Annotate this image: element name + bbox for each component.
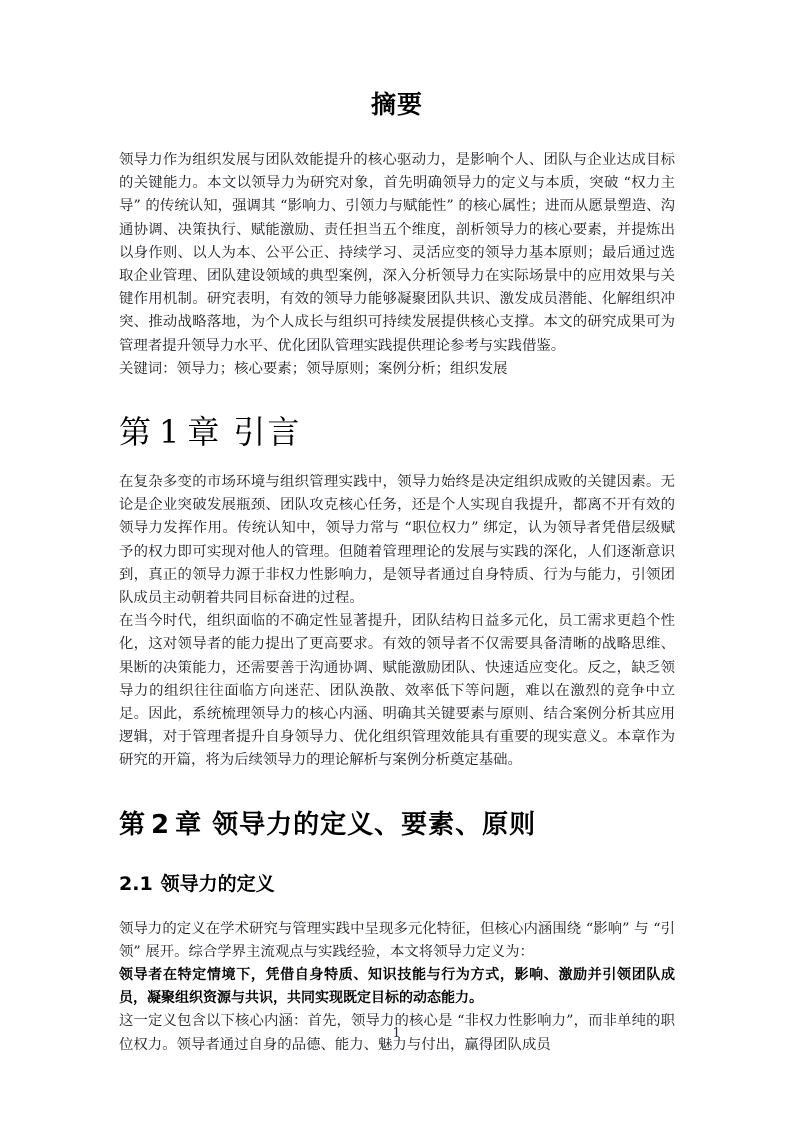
abstract-paragraph: 领导力作为组织发展与团队效能提升的核心驱动力，是影响个人、团队与企业达成目标的关键能力。本文以领导力为研究对象，首先明确领导力的定义与本质，突破 “权力主导” 的传统认知，强调其 “影响力、引领力与赋能性” 的核心属性；进而从愿景塑造、沟通协调、决策执行、赋能激励、责任担当五个维度，剖析领导力的核心要素，并提炼出以身作则、以人为本、公平公正、持续学习、灵活应变的领导力基本原则；最后通过选取企业管理、团队建设领域的典型案例，深入分析领导力在实际场景中的应用效果与关键作用机制。研究表明，有效的领导力能够凝聚团队共识、激发成员潜能、化解组织冲突、推动战略落地，为个人成长与组织可持续发展提供核心支撑。本文的研究成果可为管理者提升领导力水平、优化团队管理实践提供理论参考与实践借鉴。: [119, 152, 675, 354]
chapter-2-title: 领导力的定义、要素、原则: [212, 809, 537, 840]
chapter-1-title: 引言: [233, 413, 302, 452]
abstract-title: 摘要: [370, 90, 423, 119]
section-2-1-number: 2.1: [119, 872, 153, 895]
abstract-keywords: 关键词：领导力；核心要素；领导原则；案例分析；组织发展: [119, 360, 508, 377]
leadership-definition-text: 领导者在特定情境下，凭借自身特质、知识技能与行为方式，影响、激励并引领团队成员，凝聚组织资源与共识，共同实现既定目标的动态能力。: [119, 967, 675, 1007]
section-2-1-paragraph-1: 领导力的定义在学术研究与管理实践中呈现多元化特征，但核心内涵围绕 “影响” 与 “引领” 展开。综合学界主流观点与实践经验，本文将领导力定义为：: [119, 920, 675, 960]
chapter-2-number: 2: [151, 809, 171, 840]
chapter-2-unit: 章: [175, 809, 203, 840]
chapter-1-unit: 章: [187, 413, 222, 452]
section-2-1-heading: [119, 870, 675, 898]
chapter-2-label: 第: [119, 809, 147, 840]
section-2-1-title: 领导力的定义: [160, 872, 275, 895]
page-number: 1: [392, 1026, 401, 1041]
chapter-1-number: 1: [159, 413, 182, 452]
chapter-1-heading: [119, 411, 675, 453]
page-content: [119, 88, 675, 1057]
section-2-1-paragraph-2: 这一定义包含以下核心内涵：首先，领导力的核心是 “非权力性影响力”，而非单纯的职位权力。领导者通过自身的品德、能力、魅力与付出，赢得团队成员: [119, 1013, 675, 1053]
chapter-1-label: 第: [119, 413, 154, 452]
chapter-1-paragraph-1: 在复杂多变的市场环境与组织管理实践中，领导力始终是决定组织成败的关键因素。无论是企业突破发展瓶颈、团队攻克核心任务，还是个人实现自我提升，都离不开有效的领导力发挥作用。传统认知中，领导力常与 “职位权力” 绑定，认为领导者凭借层级赋予的权力即可实现对他人的管理。但随着管理理论的发展与实践的深化，人们逐渐意识到，真正的领导力源于非权力性影响力，是领导者通过自身特质、行为与能力，引领团队成员主动朝着共同目标奋进的过程。: [119, 474, 675, 607]
chapter-2-heading: [119, 806, 675, 844]
chapter-1-paragraph-2: 在当今时代，组织面临的不确定性显著提升，团队结构日益多元化，员工需求更趋个性化，这对领导者的能力提出了更高要求。有效的领导者不仅需要具备清晰的战略思维、果断的决策能力，还需要善于沟通协调、赋能激励团队、快速适应变化。反之，缺乏领导力的组织往往面临方向迷茫、团队涣散、效率低下等问题，难以在激烈的竞争中立足。因此，系统梳理领导力的核心内涵、明确其关键要素与原则、结合案例分析其应用逻辑，对于管理者提升自身领导力、优化组织管理效能具有重要的现实意义。本章作为研究的开篇，将为后续领导力的理论解析与案例分析奠定基础。: [119, 613, 675, 769]
